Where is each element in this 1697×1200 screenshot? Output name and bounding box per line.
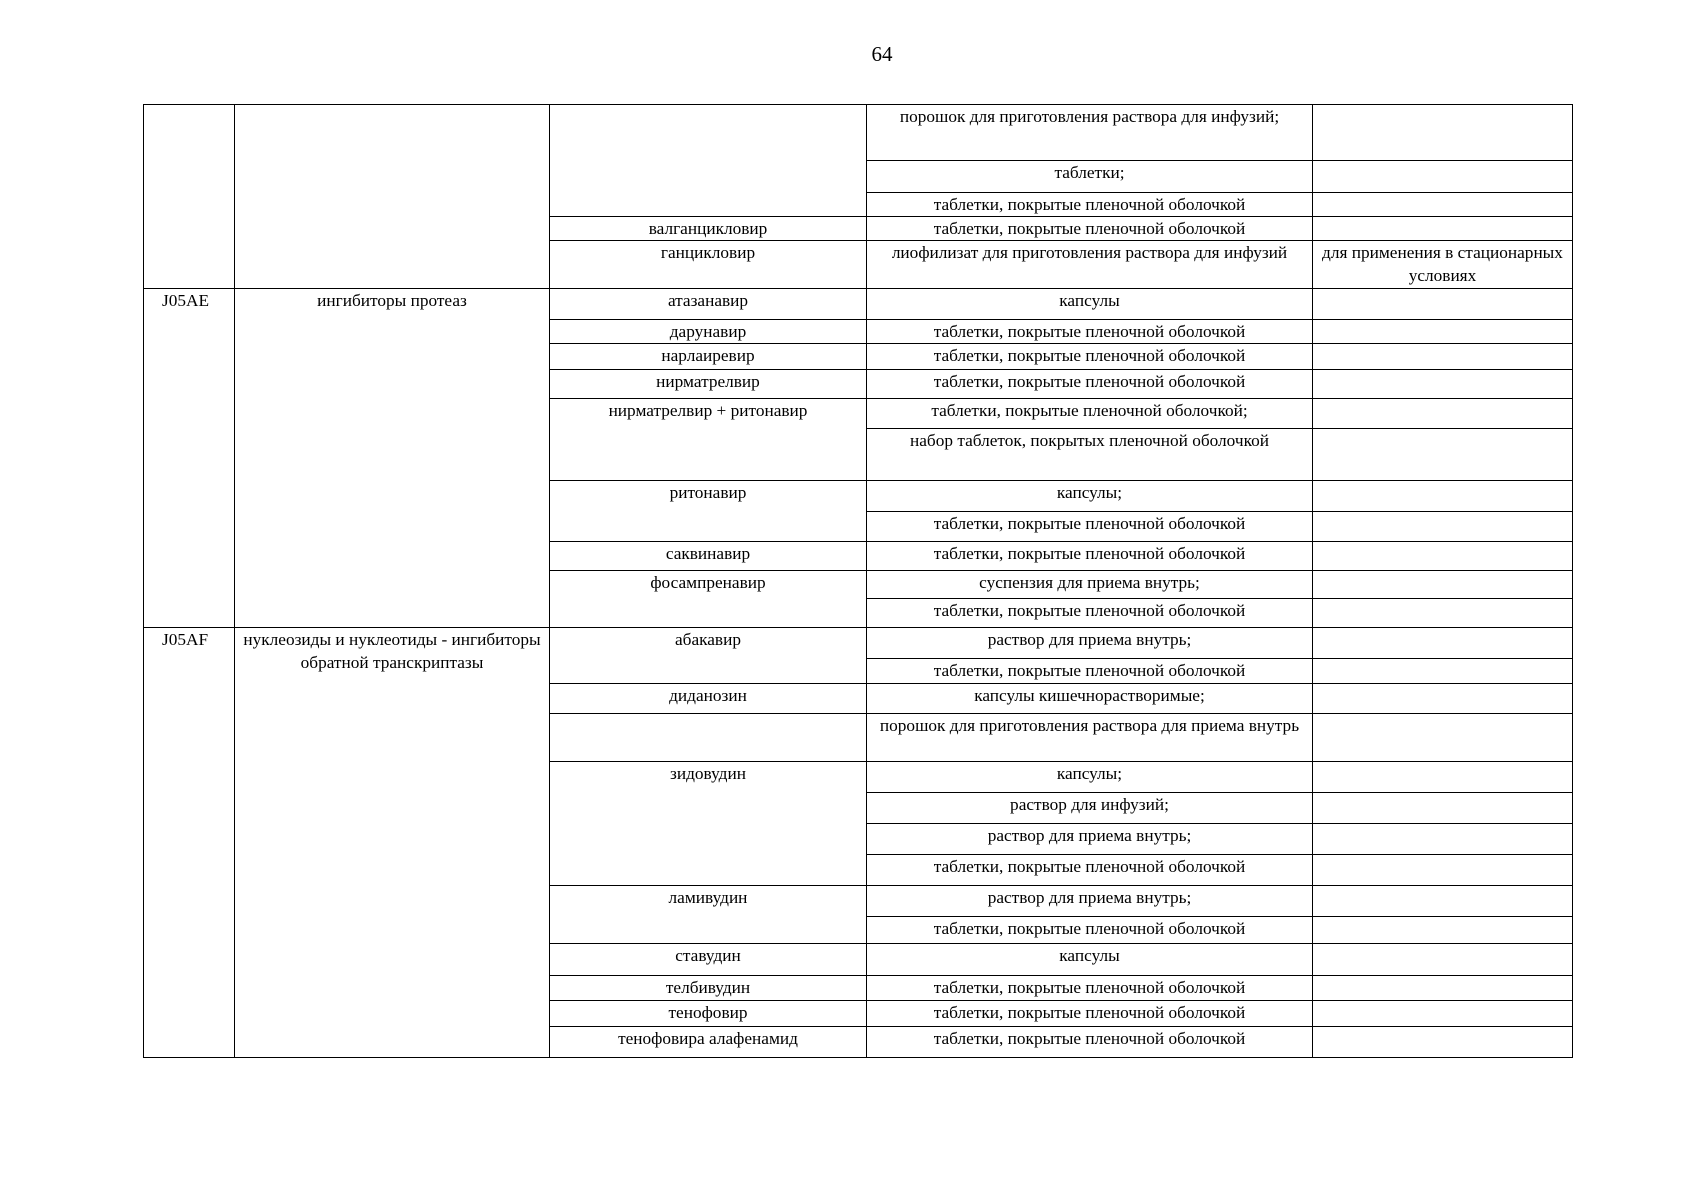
dosage-form-cell: капсулы: [867, 944, 1313, 976]
drug-name-cell: ритонавир: [550, 481, 867, 542]
note-cell: [1313, 1001, 1573, 1027]
note-cell: [1313, 289, 1573, 320]
dosage-form-cell: таблетки;: [867, 161, 1313, 193]
note-cell: [1313, 399, 1573, 429]
drug-name-cell: зидовудин: [550, 762, 867, 886]
dosage-form-cell: капсулы кишечнорастворимые;: [867, 684, 1313, 714]
group-name-cell: нуклеозиды и нуклеотиды - ингибиторы обратной транскриптазы: [235, 628, 550, 1058]
table-row: [144, 105, 1573, 161]
page-number: 64: [871, 42, 893, 66]
drug-name-cell: [550, 714, 867, 762]
dosage-form-cell: таблетки, покрытые пленочной оболочкой: [867, 512, 1313, 542]
dosage-form-cell: капсулы;: [867, 762, 1313, 793]
note-cell: [1313, 714, 1573, 762]
group-name-cell: ингибиторы протеаз: [235, 289, 550, 628]
dosage-form-cell: таблетки, покрытые пленочной оболочкой: [867, 1027, 1313, 1058]
note-cell: [1313, 917, 1573, 944]
note-cell: [1313, 824, 1573, 855]
dosage-form-cell: таблетки, покрытые пленочной оболочкой: [867, 1001, 1313, 1027]
dosage-form-cell: таблетки, покрытые пленочной оболочкой: [867, 344, 1313, 370]
group-name-cell: [235, 105, 550, 289]
note-cell: [1313, 659, 1573, 684]
note-cell: [1313, 684, 1573, 714]
dosage-form-cell: капсулы: [867, 289, 1313, 320]
note-cell: [1313, 105, 1573, 161]
dosage-form-cell: суспензия для приема внутрь;: [867, 571, 1313, 599]
dosage-form-cell: порошок для приготовления раствора для приема внутрь: [867, 714, 1313, 762]
drug-name-cell: саквинавир: [550, 542, 867, 571]
drug-name-cell: [550, 105, 867, 217]
note-cell: [1313, 762, 1573, 793]
drug-name-cell: фосампренавир: [550, 571, 867, 628]
dosage-form-cell: таблетки, покрытые пленочной оболочкой: [867, 659, 1313, 684]
note-cell: [1313, 370, 1573, 399]
dosage-form-cell: таблетки, покрытые пленочной оболочкой: [867, 542, 1313, 571]
dosage-form-cell: раствор для приема внутрь;: [867, 886, 1313, 917]
dosage-form-cell: таблетки, покрытые пленочной оболочкой: [867, 599, 1313, 628]
dosage-form-cell: раствор для приема внутрь;: [867, 824, 1313, 855]
table-row: [144, 628, 1573, 659]
note-cell: для применения в стационарных условиях: [1313, 241, 1573, 289]
dosage-form-cell: раствор для инфузий;: [867, 793, 1313, 824]
note-cell: [1313, 320, 1573, 344]
drug-name-cell: валганцикловир: [550, 217, 867, 241]
note-cell: [1313, 793, 1573, 824]
drug-name-cell: тенофовира алафенамид: [550, 1027, 867, 1058]
dosage-form-cell: таблетки, покрытые пленочной оболочкой: [867, 976, 1313, 1001]
dosage-form-cell: таблетки, покрытые пленочной оболочкой: [867, 855, 1313, 886]
note-cell: [1313, 571, 1573, 599]
note-cell: [1313, 481, 1573, 512]
note-cell: [1313, 976, 1573, 1001]
note-cell: [1313, 161, 1573, 193]
dosage-form-cell: набор таблеток, покрытых пленочной оболочкой: [867, 429, 1313, 481]
atc-code-cell: J05AE: [144, 289, 235, 628]
dosage-form-cell: таблетки, покрытые пленочной оболочкой: [867, 217, 1313, 241]
note-cell: [1313, 886, 1573, 917]
dosage-form-cell: капсулы;: [867, 481, 1313, 512]
dosage-form-cell: таблетки, покрытые пленочной оболочкой;: [867, 399, 1313, 429]
drug-name-cell: ганцикловир: [550, 241, 867, 289]
dosage-form-cell: таблетки, покрытые пленочной оболочкой: [867, 193, 1313, 217]
drug-name-cell: атазанавир: [550, 289, 867, 320]
atc-code-cell: J05AF: [144, 628, 235, 1058]
note-cell: [1313, 217, 1573, 241]
drug-name-cell: абакавир: [550, 628, 867, 684]
drug-name-cell: ламивудин: [550, 886, 867, 944]
dosage-form-cell: порошок для приготовления раствора для инфузий;: [867, 105, 1313, 161]
dosage-form-cell: таблетки, покрытые пленочной оболочкой: [867, 917, 1313, 944]
drug-name-cell: тенофовир: [550, 1001, 867, 1027]
note-cell: [1313, 344, 1573, 370]
drug-name-cell: нирматрелвир + ритонавир: [550, 399, 867, 481]
note-cell: [1313, 628, 1573, 659]
note-cell: [1313, 429, 1573, 481]
table-row: [144, 289, 1573, 320]
note-cell: [1313, 193, 1573, 217]
note-cell: [1313, 512, 1573, 542]
dosage-form-cell: лиофилизат для приготовления раствора для инфузий: [867, 241, 1313, 289]
dosage-form-cell: таблетки, покрытые пленочной оболочкой: [867, 320, 1313, 344]
dosage-form-cell: таблетки, покрытые пленочной оболочкой: [867, 370, 1313, 399]
drug-name-cell: нирматрелвир: [550, 370, 867, 399]
drug-name-cell: телбивудин: [550, 976, 867, 1001]
drug-table: [143, 104, 1573, 1058]
note-cell: [1313, 599, 1573, 628]
drug-name-cell: ставудин: [550, 944, 867, 976]
drug-name-cell: диданозин: [550, 684, 867, 714]
note-cell: [1313, 1027, 1573, 1058]
drug-name-cell: дарунавир: [550, 320, 867, 344]
dosage-form-cell: раствор для приема внутрь;: [867, 628, 1313, 659]
note-cell: [1313, 944, 1573, 976]
drug-name-cell: нарлаиревир: [550, 344, 867, 370]
note-cell: [1313, 855, 1573, 886]
note-cell: [1313, 542, 1573, 571]
atc-code-cell: [144, 105, 235, 289]
